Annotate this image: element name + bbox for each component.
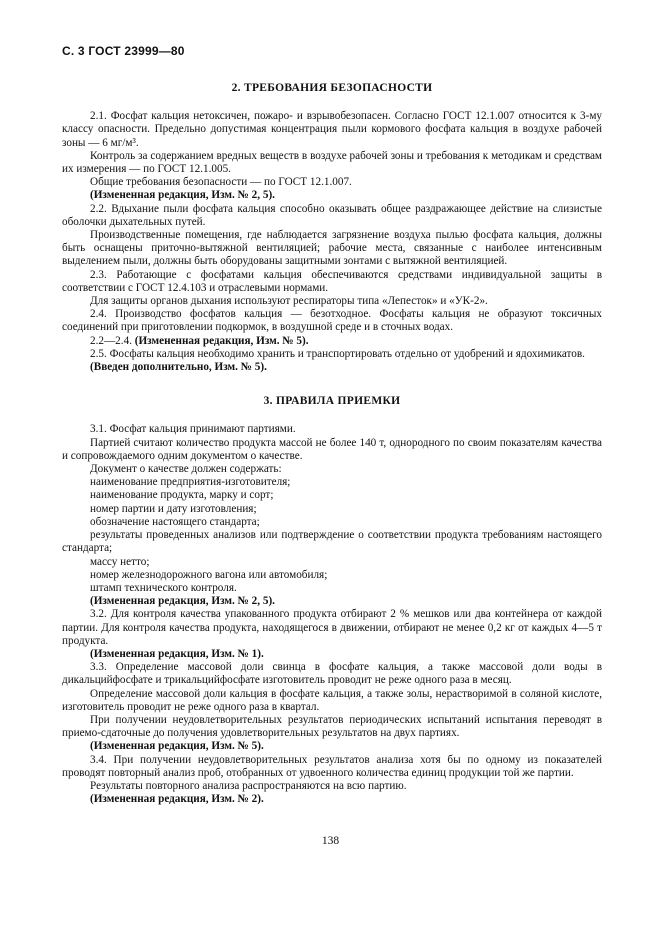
paragraph: наименование продукта, марку и сорт;: [90, 489, 274, 502]
paragraph: 3.3. Определение массовой доли свинца в фосфате кальция, а также массовой доли воды в дикальцийфосфате и трикальцийфосфате изготовитель проводит не реже одного раза в месяц.: [62, 661, 602, 687]
amendment-note: (Введен дополнительно, Изм. № 5).: [90, 361, 267, 374]
amendment-bold: (Измененная редакция, Изм. № 5).: [134, 334, 309, 347]
amendment-prefix: 2.2—2.4.: [90, 334, 135, 347]
page-header: С. 3 ГОСТ 23999—80: [62, 44, 185, 58]
paragraph: номер партии и дату изготовления;: [90, 502, 257, 515]
paragraph: массу нетто;: [90, 555, 150, 568]
paragraph: Определение массовой доли кальция в фосфате кальция, а также золы, нерастворимой в соляной кислоте, изготовитель проводит не реже одного раза в квартал.: [62, 687, 602, 713]
paragraph: 2.4. Производство фосфатов кальция — безотходное. Фосфаты кальция не образуют токсичных соединений при приготовлении подкормок, в воздушной среде и в сточных водах.: [62, 308, 602, 334]
page-number: 138: [321, 835, 340, 847]
paragraph: При получении неудовлетворительных результатов периодических испытаний испытания переводят в приемо-сдаточные до получения удовлетворительных результатов на двух партиях.: [62, 713, 602, 740]
paragraph: Контроль за содержанием вредных веществ в воздухе рабочей зоны и требования к методикам и средствам их измерения — по ГОСТ 12.1.005.: [62, 149, 602, 176]
amendment-note: (Измененная редакция, Изм. № 1).: [90, 647, 264, 660]
paragraph: штамп технического контроля.: [90, 581, 237, 594]
paragraph: Общие требования безопасности — по ГОСТ 12.1.007.: [90, 176, 352, 189]
paragraph: результаты проведенных анализов или подтверждение о соответствии продукта требованиям настоящего стандарта;: [62, 529, 602, 555]
section-2-body-after: [62, 348, 602, 374]
paragraph: Для защиты органов дыхания используют респираторы типа «Лепесток» и «УК-2».: [90, 295, 488, 308]
paragraph: 3.4. При получении неудовлетворительных результатов анализа хотя бы по одному из показателей проводят повторный анализ проб, отобранных от удвоенного количества единиц продукции той же партии.: [62, 753, 602, 779]
paragraph: 2.3. Работающие с фосфатами кальция обеспечиваются средствами индивидуальной защиты в соответствии с ГОСТ 12.4.103 и отраслевыми нормами.: [62, 268, 602, 294]
section-3-body: [62, 423, 602, 806]
paragraph: Партией считают количество продукта массой не более 140 т, однородного по своим показателям качества и сопровождаемого одним документом о качестве.: [62, 436, 602, 462]
amendment-note: (Измененная редакция, Изм. № 5).: [90, 740, 264, 753]
paragraph: наименование предприятия-изготовителя;: [90, 476, 291, 489]
section-3-title: 3. ПРАВИЛА ПРИЕМКИ: [263, 395, 401, 408]
amendment-note: (Измененная редакция, Изм. № 2, 5).: [90, 595, 275, 608]
amendment-note: (Измененная редакция, Изм. № 2, 5).: [90, 189, 275, 202]
section-2-title: 2. ТРЕБОВАНИЯ БЕЗОПАСНОСТИ: [231, 82, 433, 94]
paragraph: Документ о качестве должен содержать:: [90, 463, 282, 476]
paragraph: 3.2. Для контроля качества упакованного продукта отбирают 2 % мешков или два контейнера от каждой партии. Для контроля качества продукта, находящегося в движении, отбирают не менее 0,2 кг от каждых 4—5 т продукта.: [62, 608, 602, 647]
paragraph: обозначение настоящего стандарта;: [90, 515, 260, 528]
paragraph: 2.2. Вдыхание пыли фосфата кальция способно оказывать общее раздражающее действие на слизистые оболочки дыхательных путей.: [62, 202, 602, 228]
paragraph: номер железнодорожного вагона или автомобиля;: [90, 568, 328, 581]
paragraph: Производственные помещения, где наблюдается загрязнение воздуха пылью фосфата кальция, должны быть оснащены приточно-вытяжной вентиляцией; рабочие места, связанные с наиболее интенсивным выделением пыли, должны быть оборудованы защитными зонтами с вытяжной вентиляцией.: [62, 229, 602, 268]
paragraph: 2.1. Фосфат кальция нетоксичен, пожаро- и взрывобезопасен. Согласно ГОСТ 12.1.007 относится к 3-му классу опасности. Предельно допустимая концентрация пыли кормового фосфата кальция в воздухе рабочей зоны — 6 мг/м³.: [62, 110, 602, 149]
section-2-amendment-note: [62, 335, 602, 348]
section-2-body: [62, 110, 602, 334]
document-body: [62, 82, 602, 806]
paragraph: Результаты повторного анализа распространяются на всю партию.: [90, 779, 407, 792]
paragraph: 2.5. Фосфаты кальция необходимо хранить и транспортировать отдельно от удобрений и ядохимикатов.: [90, 347, 585, 360]
amendment-note: (Измененная редакция, Изм. № 2).: [90, 793, 264, 806]
paragraph: 3.1. Фосфат кальция принимают партиями.: [90, 423, 296, 436]
